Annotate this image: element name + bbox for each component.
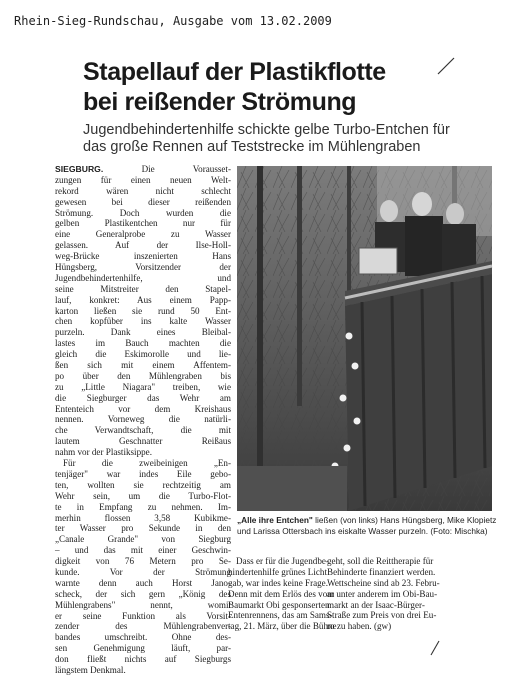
article-line: Straße zum Preis von drei Eu- <box>327 610 437 621</box>
article-line: „Canale Grande" von Siegburg <box>55 534 231 545</box>
article-line: weg-Brücke inszenierten Hans <box>55 251 231 262</box>
article-line: che Verwandtschaft, die mit <box>55 425 231 436</box>
article-line: ten, wollten sie rechtzeitig am <box>55 479 231 490</box>
article-line: gab, war indes keine Frage. <box>228 577 328 588</box>
photo-image <box>237 166 492 511</box>
article-line: lautem Geschnatter Reißaus <box>55 436 231 447</box>
article-line: bandes umschreibt. Ohne des- <box>55 632 231 643</box>
article-line: ter Wasser pro Sekunde in den <box>55 523 231 534</box>
headline-line-1: Stapellauf der Plastikflotte <box>83 58 386 86</box>
caption-line-2: und Larissa Ottersbach ins eiskalte Wasser purzeln. (Foto: Mischka) <box>237 526 488 536</box>
article-line: ßen sich mit einem Affentem- <box>55 360 231 371</box>
article-line: tenjäger" war indes Eile gebo- <box>55 468 231 479</box>
article-line: zungen für einen neuen Welt- <box>55 174 231 185</box>
article-line: Für die zweibeinigen „En- <box>63 458 231 469</box>
article-line: kunde. Vor der Strömung <box>55 566 231 577</box>
article-line: scheck, der sich gern „König des <box>55 588 231 599</box>
article-line: Strömung. Doch wurden die <box>55 207 231 218</box>
article-line: gelassen. Auf der Ilse-Holl- <box>55 240 231 251</box>
dateline: SIEGBURG. <box>55 164 142 174</box>
article-line: die Siegburger das Wehr am <box>55 392 231 403</box>
caption-bold: „Alle ihre Entchen" <box>237 515 313 525</box>
article-line: rekord wären nicht schlecht <box>55 185 231 196</box>
article-line: Wettscheine sind ab 23. Febru- <box>327 577 440 588</box>
article-line: ar unter anderem im Obi-Bau- <box>327 588 438 599</box>
article-column-3 <box>327 556 440 632</box>
subhead-line-2: das große Rennen auf Teststrecke im Mühlengraben <box>83 139 421 155</box>
article-line: zender des Mühlengrabenver- <box>55 621 231 632</box>
article-photo <box>237 166 492 511</box>
article-line: Jugendbehindertenhilfe, und <box>55 272 231 283</box>
article-line: purzeln. Dank eines Bleibal- <box>55 327 231 338</box>
article-line-text: Die Vorausset- <box>141 164 231 174</box>
article-line: Hüngsberg, Vorsitzender der <box>55 262 231 273</box>
article-line: warnte denn auch Horst Jano- <box>55 577 231 588</box>
article-line: lastes im Bauch machten die <box>55 338 231 349</box>
article-line: po über den Mühlengraben bis <box>55 370 231 381</box>
article-line: seine Mitstreiter den Stapel- <box>55 283 231 294</box>
article-line: merhin flossen 3,58 Kubikme- <box>55 512 231 523</box>
article-line: gleich die Eskimorolle und lie- <box>55 349 231 360</box>
pen-stroke-icon <box>436 56 456 76</box>
source-line: Rhein-Sieg-Rundschau, Ausgabe vom 13.02.2009 <box>14 14 332 28</box>
article-column-2 <box>228 556 337 632</box>
article-line: chen kopfüber ins kalte Wasser <box>55 316 231 327</box>
photo-caption <box>237 515 495 537</box>
article-line: geht, soll die Reittherapie für <box>327 556 434 566</box>
article-line: tag, 21. März, über die Bühne <box>228 621 337 632</box>
article-line <box>55 164 231 175</box>
article-line: Mühlengrabens" nennt, womit <box>55 599 231 610</box>
headline-line-2: bei reißender Strömung <box>83 88 357 116</box>
article-line: don fließt nichts auf Siegburgs <box>55 654 231 665</box>
article-line: Baumarkt Obi gesponserten <box>228 599 330 610</box>
article-line: ro zu haben. (gw) <box>327 621 392 632</box>
article-line: zu „Little Niagara" treiben, wie <box>55 381 231 392</box>
article-line: Dass er für die Jugendbe- <box>236 556 329 566</box>
subhead-line-1: Jugendbehindertenhilfe schickte gelbe Turbo-Entchen für <box>83 122 450 138</box>
pen-stroke-icon <box>428 640 442 656</box>
article-line: hindertenhilfe grünes Licht <box>228 566 327 577</box>
article-line: eine Generalprobe zu Wasser <box>55 229 231 240</box>
article-line: Denn mit dem Erlös des vom <box>228 588 335 599</box>
article-line: nahm vor der Plastiksippe. <box>55 447 152 458</box>
article-line: markt an der Isaac-Bürger- <box>327 599 425 610</box>
article-line: lauf, konkret: Aus einem Papp- <box>55 294 231 305</box>
article-line: te in Empfang zu nehmen. Im- <box>55 501 231 512</box>
article-line: gewesen bei dieser reißenden <box>55 196 231 207</box>
article-line: – und das mit einer Geschwin- <box>55 545 231 556</box>
article-line: sen Genehmigung läuft, par- <box>55 643 231 654</box>
caption-line-1: ließen (von links) Hans Hüngsberg, Mike Klopietz <box>312 515 497 525</box>
article-line: längstem Denkmal. <box>55 664 126 675</box>
article-line: Entenrennens, das am Sams- <box>228 610 333 621</box>
article-line: gelben Plastikentchen nur für <box>55 218 231 229</box>
article-line: nennen. Vorneweg die natürli- <box>55 414 231 425</box>
article-column-1 <box>55 164 231 676</box>
article-line: Behinderte finanziert werden. <box>327 566 436 577</box>
article-line: digkeit von 76 Metern pro Se- <box>55 556 231 567</box>
article-line: Wehr sein, um die Turbo-Flot- <box>55 490 231 501</box>
article-line: er seine Funktion als Vorsit- <box>55 610 231 621</box>
article-line: Ententeich vor dem Kreishaus <box>55 403 231 414</box>
article-line: karton ließen sie rund 50 Ent- <box>55 305 231 316</box>
